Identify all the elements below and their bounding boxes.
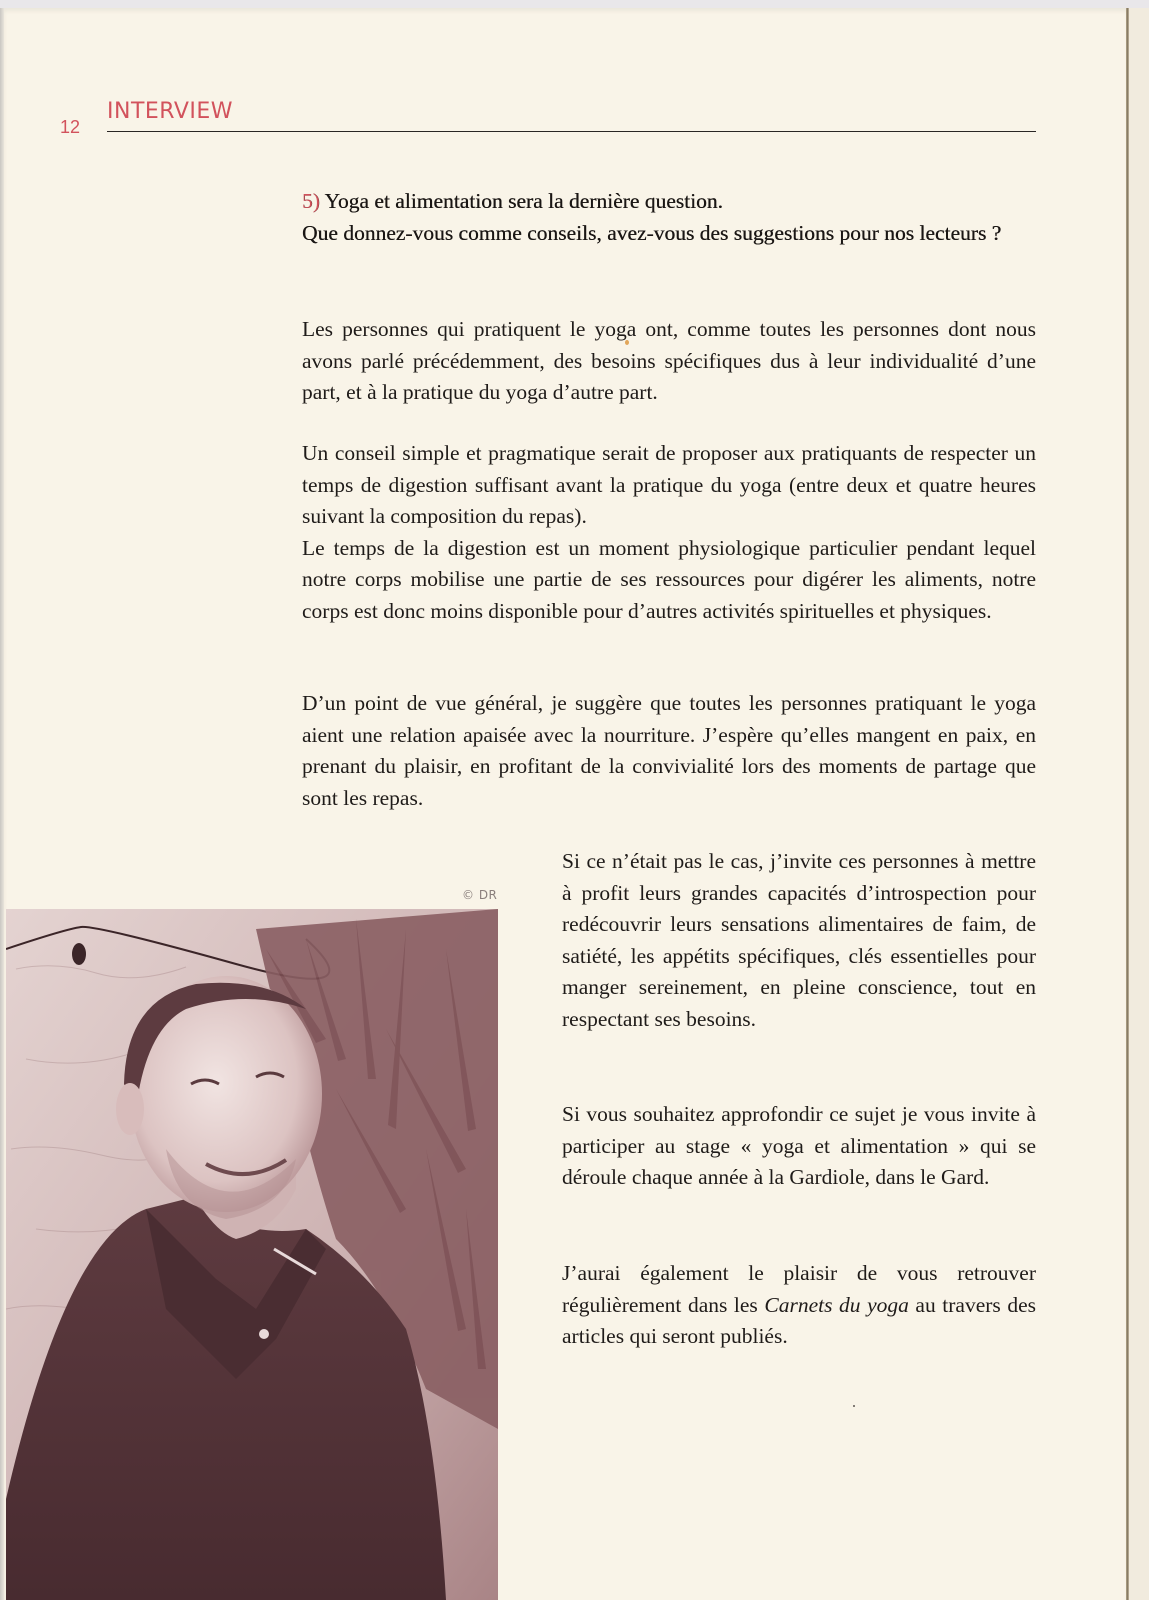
question-line-2: Que donnez-vous comme conseils, avez-vous des suggestions pour nos lecteurs ? bbox=[302, 220, 1002, 245]
light-bulb bbox=[72, 943, 86, 965]
shirt-button bbox=[259, 1329, 269, 1339]
magazine-title: Carnets du yoga bbox=[764, 1292, 909, 1317]
portrait-photo bbox=[6, 909, 498, 1600]
section-title: INTERVIEW bbox=[107, 99, 234, 124]
answer-paragraph: Les personnes qui pratiquent le yoga ont, comme toutes les personnes dont nous avons parlé précédemment, des besoins spécifiques dus à leur individualité d’une part, et à la pratique du yoga d’autre part. bbox=[302, 317, 1036, 404]
page-number: 12 bbox=[60, 117, 81, 137]
answer-paragraph: Si vous souhaitez approfondir ce sujet je vous invite à participer au stage « yoga et alimentation » qui se déroule chaque année à la Gardiole, dans le Gard. bbox=[562, 1102, 1036, 1189]
question-line-1: Yoga et alimentation sera la dernière question. bbox=[319, 189, 723, 213]
interview-question bbox=[302, 186, 1036, 249]
ear bbox=[116, 1083, 144, 1135]
closing-text-before: J’aurai également le plaisir de vous retrouver régulièrement dans les bbox=[562, 1261, 1036, 1317]
question-number: 5) bbox=[302, 189, 320, 213]
header-rule bbox=[107, 131, 1036, 132]
answer-paragraph: Un conseil simple et pragmatique serait de proposer aux pratiquants de respecter un temps de digestion suffisant avant la pratique du yoga (entre deux et quatre heures suivant la composition du repas). bbox=[302, 441, 1036, 528]
next-page-sliver bbox=[1129, 8, 1149, 1600]
portrait-illustration bbox=[6, 909, 498, 1600]
answer-paragraph: D’un point de vue général, je suggère que toutes les personnes pratiquant le yoga aient une relation apaisée avec la nourriture. J’espère qu’elles mangent en paix, en prenant du plaisir, en profitant de la convivialité lors des moments de partage que sont les repas. bbox=[302, 691, 1036, 810]
print-speck bbox=[853, 1405, 855, 1407]
answer-paragraph: Le temps de la digestion est un moment physiologique particulier pendant lequel notre corps mobilise une partie de ses ressources pour digérer les aliments, notre corps est donc moins disponible pour d’autres activités spirituelles et physiques. bbox=[302, 535, 1036, 623]
answer-paragraph: Si ce n’était pas le cas, j’invite ces personnes à mettre à profit leurs grandes capacités d’introspection pour redécouvrir leurs sensations alimentaires de faim, de satiété, les appétits spécifiques, clés essentielles pour manger sereinement, en pleine conscience, tout en respectant ses besoins. bbox=[562, 849, 1036, 1031]
answer-paragraph-group bbox=[302, 438, 1036, 627]
closing-text-after: au travers des articles qui seront publiés. bbox=[562, 1292, 1036, 1348]
closing-paragraph bbox=[562, 1258, 1036, 1353]
photo-credit: © DR bbox=[462, 888, 498, 902]
